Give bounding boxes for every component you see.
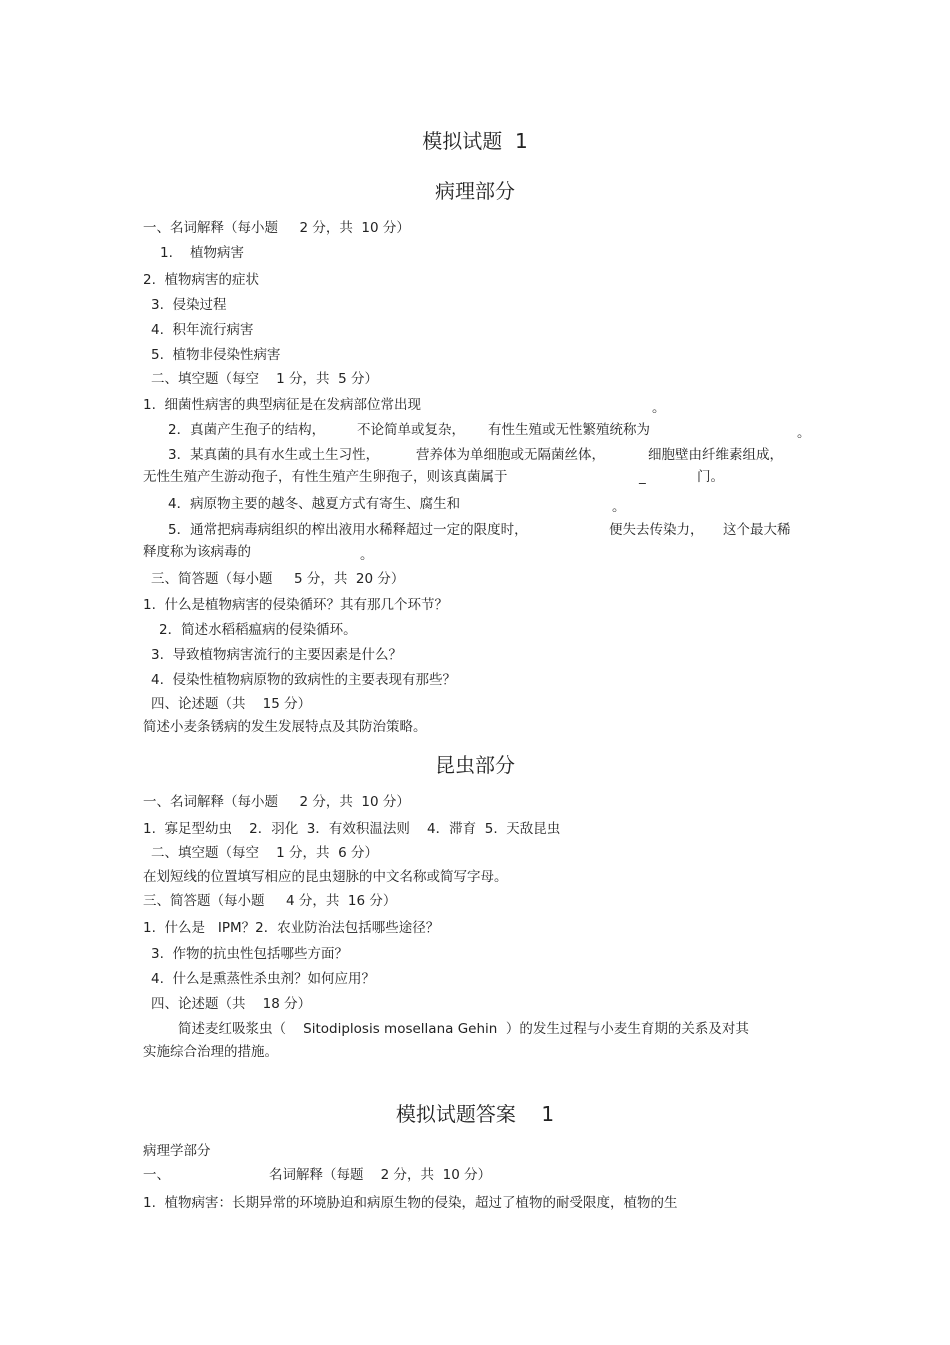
list-item: 2. 植物病害的症状 bbox=[143, 272, 259, 288]
insect-essay-line2: 实施综合治理的措施。 bbox=[143, 1044, 278, 1060]
list-item: 3. 侵染过程 bbox=[151, 297, 227, 313]
insect-terms-items: 1. 寡足型幼虫 2．羽化 3．有效积温法则 4．滞育 5. 天敌昆虫 bbox=[143, 821, 561, 837]
fill-question-4: 4．病原物主要的越冬、越夏方式有寄生、腐生和 bbox=[168, 496, 461, 512]
list-item: 1. 什么是植物病害的侵染循环？其有那几个环节？ bbox=[143, 597, 448, 613]
fill-question-3: 3．某真菌的具有水生或土生习性， bbox=[168, 447, 380, 463]
fill-question-2-b: 不论简单或复杂， bbox=[357, 422, 465, 438]
fill-question-5: 5．通常把病毒病组织的榨出液用水稀释超过一定的限度时， bbox=[168, 522, 528, 538]
list-item: 1. 植物病害 bbox=[160, 245, 245, 261]
answer-title: 模拟试题答案 1 bbox=[395, 1102, 555, 1126]
list-item: 4. 积年流行病害 bbox=[151, 322, 254, 338]
list-item: 1. 什么是 IPM？2．农业防治法包括哪些途径？ bbox=[143, 920, 440, 936]
pathology-essay-heading: 四、论述题（共 15 分） bbox=[151, 696, 312, 712]
insect-essay-heading: 四、论述题（共 18 分） bbox=[151, 996, 312, 1012]
fill-question-5-c: 这个最大稀 bbox=[723, 522, 791, 538]
fill-question-5-line2: 释度称为该病毒的 bbox=[143, 544, 251, 560]
list-item: 5. 植物非侵染性病害 bbox=[151, 347, 281, 363]
fill-question-3-blank: _ bbox=[639, 469, 646, 485]
fill-question-5-end: 。 bbox=[360, 547, 374, 563]
list-item: 3. 作物的抗虫性包括哪些方面？ bbox=[151, 946, 348, 962]
insect-short-heading: 三、简答题（每小题 4 分，共 16 分） bbox=[143, 893, 397, 909]
list-item: 3. 导致植物病害流行的主要因素是什么？ bbox=[151, 647, 402, 663]
list-item: 2．简述水稻稻瘟病的侵染循环。 bbox=[159, 622, 357, 638]
fill-question-2-c: 有性生殖或无性繁殖统称为 bbox=[488, 422, 650, 438]
insect-terms-heading: 一、名词解释（每小题 2 分，共 10 分） bbox=[143, 794, 410, 810]
pathology-short-heading: 三、简答题（每小题 5 分，共 20 分） bbox=[151, 571, 405, 587]
insect-section-title: 昆虫部分 bbox=[435, 753, 515, 777]
exam-title: 模拟试题 1 bbox=[422, 129, 528, 153]
insect-fill-text: 在划短线的位置填写相应的昆虫翅脉的中文名称或简写字母。 bbox=[143, 869, 508, 885]
insect-essay-line1: 简述麦红吸浆虫（ Sitodiplosis mosellana Gehin ）的发生过程与小麦生育期的关系及对其 bbox=[178, 1021, 749, 1037]
fill-question-5-b: 便失去传染力， bbox=[609, 522, 704, 538]
pathology-fill-heading: 二、填空题（每空 1 分，共 5 分） bbox=[151, 371, 379, 387]
list-item: 4. 侵染性植物病原物的致病性的主要表现有那些？ bbox=[151, 672, 456, 688]
fill-question-2-end: 。 bbox=[797, 425, 811, 441]
fill-question-4-end: 。 bbox=[612, 499, 626, 515]
fill-question-1: 1. 细菌性病害的典型病征是在发病部位常出现 bbox=[143, 397, 421, 413]
pathology-section-title: 病理部分 bbox=[435, 179, 515, 203]
fill-question-3-b: 营养体为单细胞或无隔菌丝体， bbox=[416, 447, 605, 463]
insect-fill-heading: 二、填空题（每空 1 分，共 6 分） bbox=[151, 845, 379, 861]
fill-question-3-c: 细胞壁由纤维素组成， bbox=[648, 447, 783, 463]
pathology-terms-heading: 一、名词解释（每小题 2 分，共 10 分） bbox=[143, 220, 410, 236]
fill-question-3-end: 门。 bbox=[697, 469, 724, 485]
answer-part-label: 病理学部分 bbox=[143, 1143, 211, 1159]
list-item: 4. 什么是熏蒸性杀虫剂？如何应用？ bbox=[151, 971, 375, 987]
answer-terms-heading: 名词解释（每题 2 分，共 10 分） bbox=[269, 1167, 492, 1183]
fill-question-2: 2．真菌产生孢子的结构， bbox=[168, 422, 326, 438]
pathology-essay-text: 简述小麦条锈病的发生发展特点及其防治策略。 bbox=[143, 719, 427, 735]
answer-section-number: 一、 bbox=[143, 1167, 170, 1183]
fill-question-3-line2: 无性生殖产生游动孢子，有性生殖产生卵孢子，则该真菌属于 bbox=[143, 469, 508, 485]
fill-question-1-end: 。 bbox=[652, 400, 666, 416]
answer-item-1: 1. 植物病害：长期异常的环境胁迫和病原生物的侵染，超过了植物的耐受限度，植物的生 bbox=[143, 1195, 678, 1211]
